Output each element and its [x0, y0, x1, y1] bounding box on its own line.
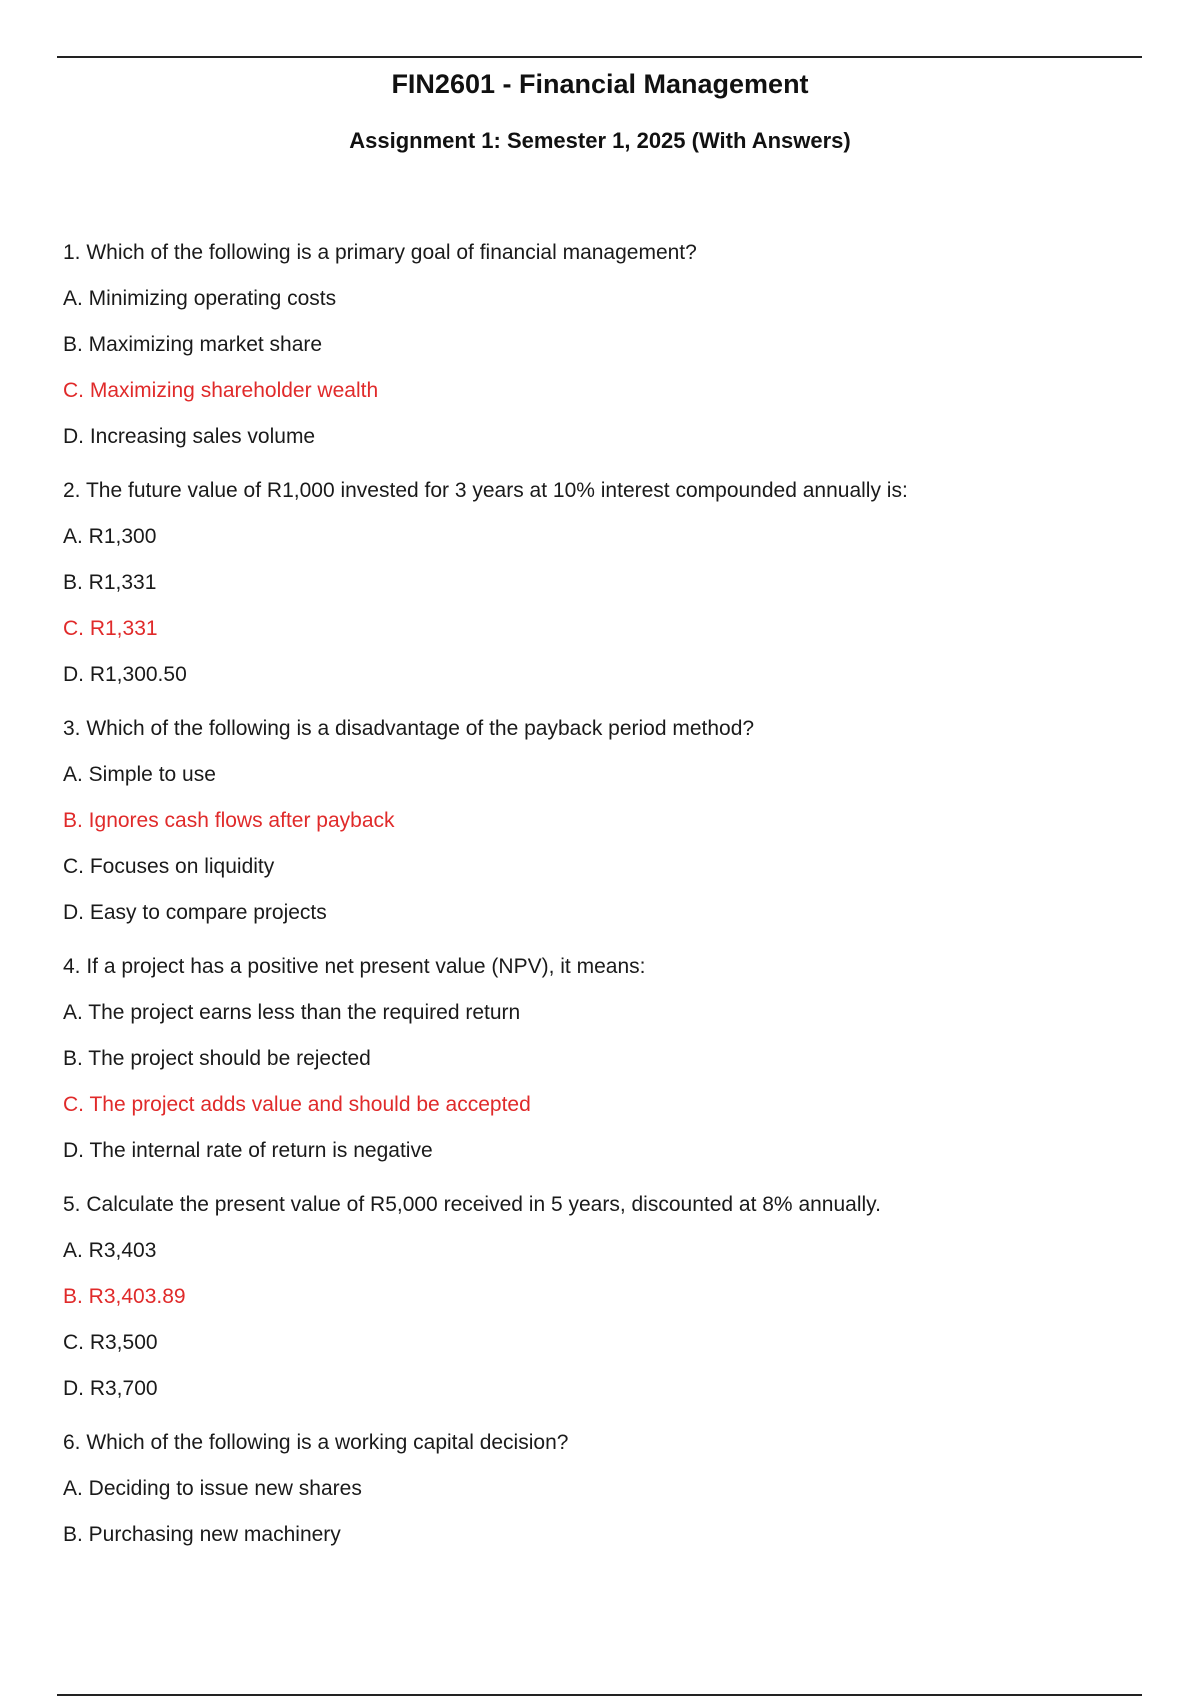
top-divider: [57, 56, 1142, 58]
answer-option: A. The project earns less than the required return: [63, 1001, 521, 1024]
answer-option: D. Easy to compare projects: [63, 901, 327, 924]
question-text: 2. The future value of R1,000 invested for 3 years at 10% interest compounded annually is:: [63, 479, 908, 502]
answer-option: B. Purchasing new machinery: [63, 1523, 341, 1546]
document-subtitle: Assignment 1: Semester 1, 2025 (With Answers): [349, 128, 851, 153]
question-block: [63, 1422, 1143, 1556]
answer-option: A. Deciding to issue new shares: [63, 1477, 362, 1500]
question-text: 5. Calculate the present value of R5,000 received in 5 years, discounted at 8% annually.: [63, 1193, 881, 1216]
answer-option: B. The project should be rejected: [63, 1047, 371, 1070]
question-block: [63, 708, 1143, 934]
question-text: 4. If a project has a positive net present value (NPV), it means:: [63, 955, 646, 978]
question-block: [63, 232, 1143, 458]
answer-option-correct: B. Ignores cash flows after payback: [63, 809, 395, 832]
answer-option: A. Simple to use: [63, 763, 216, 786]
question-text: 1. Which of the following is a primary goal of financial management?: [63, 241, 697, 264]
answer-option-correct: B. R3,403.89: [63, 1285, 186, 1308]
question-list: [63, 232, 1143, 1568]
answer-option: C. Focuses on liquidity: [63, 855, 275, 878]
answer-option: D. Increasing sales volume: [63, 425, 316, 448]
answer-option: D. R1,300.50: [63, 663, 187, 686]
answer-option: B. Maximizing market share: [63, 333, 323, 356]
answer-option: A. R3,403: [63, 1239, 157, 1262]
answer-option: C. R3,500: [63, 1331, 158, 1354]
question-block: [63, 1184, 1143, 1410]
question-block: [63, 946, 1143, 1172]
answer-option: D. The internal rate of return is negative: [63, 1139, 433, 1162]
question-text: 6. Which of the following is a working capital decision?: [63, 1431, 569, 1454]
answer-option: A. R1,300: [63, 525, 157, 548]
answer-option-correct: C. R1,331: [63, 617, 158, 640]
answer-option: B. R1,331: [63, 571, 157, 594]
answer-option: A. Minimizing operating costs: [63, 287, 337, 310]
answer-option: D. R3,700: [63, 1377, 158, 1400]
bottom-divider: [57, 1694, 1142, 1696]
document-title: FIN2601 - Financial Management: [391, 69, 809, 99]
question-text: 3. Which of the following is a disadvantage of the payback period method?: [63, 717, 755, 740]
answer-option-correct: C. Maximizing shareholder wealth: [63, 379, 379, 402]
question-block: [63, 470, 1143, 696]
answer-option-correct: C. The project adds value and should be accepted: [63, 1093, 531, 1116]
